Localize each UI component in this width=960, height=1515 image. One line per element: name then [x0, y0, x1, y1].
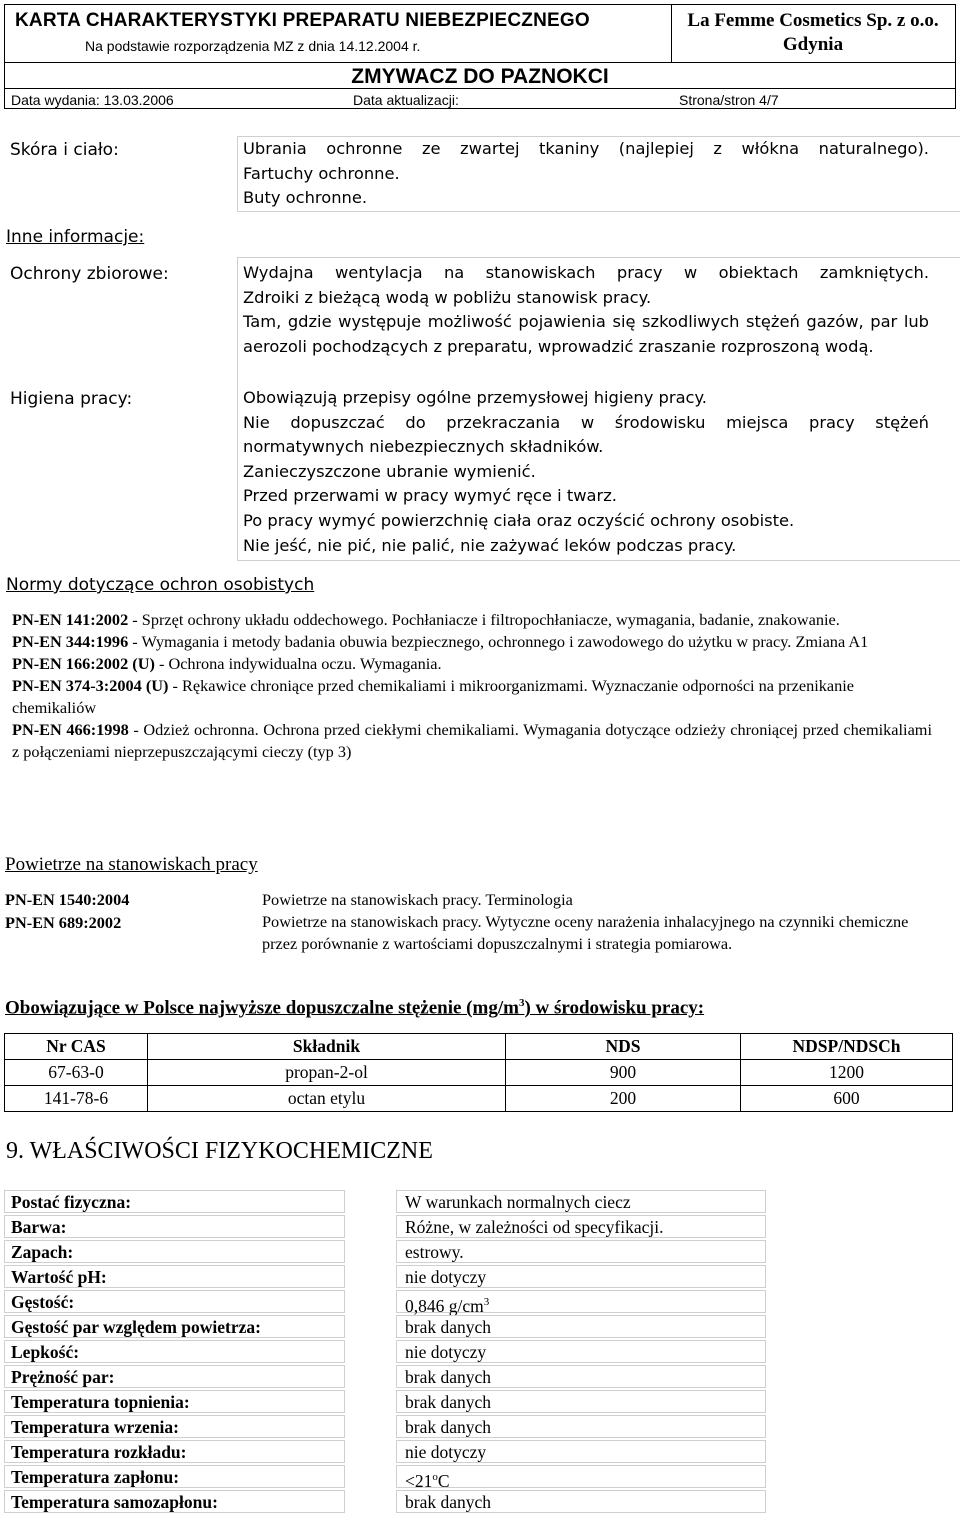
property-label: Gęstość par względem powietrza: — [4, 1315, 345, 1338]
property-label: Wartość pH: — [4, 1265, 345, 1288]
property-value: brak danych — [396, 1415, 766, 1438]
norms-heading: Normy dotyczące ochron osobistych — [6, 575, 315, 595]
norm-item-2 — [12, 631, 932, 653]
property-label: Temperatura samozapłonu: — [4, 1490, 345, 1513]
norm-code-2: PN-EN 344:1996 — [12, 632, 129, 651]
property-label: Gęstość: — [4, 1290, 345, 1313]
property-label: Postać fizyczna: — [4, 1190, 345, 1213]
nds-heading — [5, 992, 704, 1019]
company-city: Gdynia — [782, 34, 844, 55]
air-heading: Powietrze na stanowiskach pracy — [5, 854, 258, 875]
property-row — [4, 1390, 960, 1415]
col-ndsp: NDSP/NDSCh — [741, 1034, 953, 1060]
norms-list — [12, 609, 932, 763]
issue-date: Data wydania: 13.03.2006 — [11, 92, 174, 108]
hygiene-line-6: Nie jeść, nie pić, nie palić, nie zażywać leków podczas pracy. — [243, 535, 737, 555]
density-value: 0,846 g/cm — [405, 1295, 484, 1316]
property-value: brak danych — [396, 1365, 766, 1388]
skin-line-3: Buty ochronne. — [243, 188, 368, 208]
property-row — [4, 1315, 960, 1340]
cas-number: 141-78-6 — [5, 1086, 148, 1112]
density-unit-exponent: 3 — [483, 1296, 490, 1308]
norm-code-4: PN-EN 374-3:2004 (U) — [12, 676, 169, 695]
property-value: nie dotyczy — [396, 1340, 766, 1363]
norm-text-1: - Sprzęt ochrony układu oddechowego. Pochłaniacze i filtropochłaniacze, wymagania, badanie, znakowanie. — [128, 610, 840, 629]
property-value: Różne, w zależności od specyfikacji. — [396, 1215, 766, 1238]
update-date: Data aktualizacji: — [353, 92, 459, 108]
norm-text-2: - Wymagania i metody badania obuwia bezpiecznego, ochronnego i zawodowego do użytku w pracy. Zmiana A1 — [128, 632, 869, 651]
property-label: Temperatura topnienia: — [4, 1390, 345, 1413]
property-value: W warunkach normalnych ciecz — [396, 1190, 766, 1213]
property-label: Prężność par: — [4, 1365, 345, 1388]
norm-item-5 — [12, 719, 932, 763]
property-value — [396, 1465, 766, 1491]
property-row — [4, 1415, 960, 1440]
hygiene-line-2: Nie dopuszczać do przekraczania w środowisku miejsca pracy stężeń normatywnych niebezpiecznych składników. — [243, 412, 929, 457]
property-row — [4, 1265, 960, 1290]
ndsp-value: 1200 — [741, 1060, 953, 1086]
property-label: Zapach: — [4, 1240, 345, 1263]
flash-point-value: <21 — [405, 1470, 433, 1491]
table-row — [5, 1086, 953, 1112]
property-value: nie dotyczy — [396, 1265, 766, 1288]
product-name: ZMYWACZ DO PAZNOKCI — [5, 62, 955, 89]
norm-text-5: - Odzież ochronna. Ochrona przed ciekłymi chemikaliami. Wymagania dotyczące odzieży chroniącej przed chemikaliami z połączeniami nieprzepuszczającymi cieczy (typ 3) — [12, 720, 932, 761]
property-row — [4, 1190, 960, 1215]
component-name: propan-2-ol — [148, 1060, 506, 1086]
other-info-heading: Inne informacje: — [6, 227, 145, 247]
company-name-line1: La Femme Cosmetics Sp. z o.o. — [687, 10, 939, 31]
property-value: brak danych — [396, 1490, 766, 1513]
hygiene-text — [243, 386, 929, 558]
skin-line-2: Fartuchy ochronne. — [243, 163, 400, 183]
property-value: nie dotyczy — [396, 1440, 766, 1463]
skin-line-1: Ubrania ochronne ze zwartej tkaniny (najlepiej z włókna naturalnego). — [243, 139, 929, 158]
document-title: KARTA CHARAKTERYSTYKI PREPARATU NIEBEZPIECZNEGO — [15, 10, 590, 31]
company-name — [671, 9, 955, 57]
regulation-note: Na podstawie rozporządzenia MZ z dnia 14.12.2004 r. — [85, 38, 421, 54]
norm-text-4: - Rękawice chroniące przed chemikaliami i mikroorganizmami. Wyznaczanie odporności na przenikanie chemikaliów — [12, 676, 855, 717]
property-value: brak danych — [396, 1315, 766, 1338]
collective-line-2: Zdroiki z bieżącą wodą w pobliżu stanowisk pracy. — [243, 287, 652, 307]
col-component: Składnik — [148, 1034, 506, 1060]
hygiene-line-4: Przed przerwami w pracy wymyć ręce i twarz. — [243, 486, 617, 506]
hygiene-line-1: Obowiązują przepisy ogólne przemysłowej higieny pracy. — [243, 388, 707, 407]
nds-table — [4, 1033, 953, 1112]
component-name: octan etylu — [148, 1086, 506, 1112]
nds-heading-post: ) w środowisku pracy: — [524, 997, 705, 1019]
properties-list — [4, 1190, 960, 1515]
property-label: Temperatura rozkładu: — [4, 1440, 345, 1463]
property-row — [4, 1215, 960, 1240]
nds-value: 200 — [506, 1086, 741, 1112]
hygiene-label: Higiena pracy: — [10, 389, 133, 409]
table-row — [5, 1060, 953, 1086]
hygiene-line-5: Po pracy wymyć powierzchnię ciała oraz oczyścić ochrony osobiste. — [243, 510, 795, 530]
collective-label: Ochrony zbiorowe: — [10, 264, 169, 284]
property-row — [4, 1490, 960, 1515]
property-label: Lepkość: — [4, 1340, 345, 1363]
norm-text-3: - Ochrona indywidualna oczu. Wymagania. — [154, 654, 442, 673]
property-value: brak danych — [396, 1390, 766, 1413]
property-label: Barwa: — [4, 1215, 345, 1238]
property-row — [4, 1440, 960, 1465]
norm-code-1: PN-EN 141:2002 — [12, 610, 129, 629]
flash-point-unit: C — [437, 1470, 450, 1491]
cas-number: 67-63-0 — [5, 1060, 148, 1086]
property-label: Temperatura wrzenia: — [4, 1415, 345, 1438]
property-value — [396, 1290, 766, 1316]
skin-label: Skóra i ciało: — [10, 140, 119, 160]
nds-heading-pre: Obowiązujące w Polsce najwyższe dopuszczalne stężenie (mg/m — [5, 997, 519, 1019]
air-standard-code-2: PN-EN 689:2002 — [5, 913, 122, 932]
document-header — [4, 4, 956, 109]
nds-heading-sup: 3 — [518, 997, 525, 1009]
nds-value: 900 — [506, 1060, 741, 1086]
norm-item-1 — [12, 609, 932, 631]
norm-item-4 — [12, 675, 932, 719]
skin-text — [243, 137, 929, 211]
air-standard-text-1: Powietrze na stanowiskach pracy. Terminologia — [262, 890, 573, 909]
property-value: estrowy. — [396, 1240, 766, 1263]
property-row — [4, 1465, 960, 1490]
collective-line-1: Wydajna wentylacja na stanowiskach pracy w obiektach zamkniętych. — [243, 263, 929, 282]
air-standard-code-1: PN-EN 1540:2004 — [5, 890, 130, 909]
collective-text — [243, 261, 929, 359]
property-row — [4, 1240, 960, 1265]
norm-item-3 — [12, 653, 932, 675]
nds-table-header — [5, 1034, 953, 1060]
col-cas: Nr CAS — [5, 1034, 148, 1060]
section-9-title: 9. WŁAŚCIWOŚCI FIZYKOCHEMICZNE — [6, 1138, 433, 1164]
norm-code-3: PN-EN 166:2002 (U) — [12, 654, 155, 673]
air-standard-text-2: Powietrze na stanowiskach pracy. Wytyczne oceny narażenia inhalacyjnego na czynniki chemiczne przez porównanie z wartościami dopuszczalnymi i strategia pomiarowa. — [262, 912, 909, 953]
property-row — [4, 1365, 960, 1390]
property-label: Temperatura zapłonu: — [4, 1465, 345, 1488]
norm-code-5: PN-EN 466:1998 — [12, 720, 129, 739]
property-row — [4, 1290, 960, 1315]
header-top-row — [5, 5, 955, 62]
header-dates-row — [5, 90, 955, 110]
property-row — [4, 1340, 960, 1365]
page-number: Strona/stron 4/7 — [679, 92, 779, 108]
collective-line-3: Tam, gdzie występuje możliwość pojawienia się szkodliwych stężeń gazów, par lub aerozoli pochodzących z preparatu, wprowadzić zraszanie rozproszoną wodą. — [243, 312, 929, 356]
col-nds: NDS — [506, 1034, 741, 1060]
ndsp-value: 600 — [741, 1086, 953, 1112]
hygiene-line-3: Zanieczyszczone ubranie wymienić. — [243, 461, 536, 481]
degree-mark: o — [432, 1471, 438, 1483]
air-standard-texts — [262, 889, 912, 955]
